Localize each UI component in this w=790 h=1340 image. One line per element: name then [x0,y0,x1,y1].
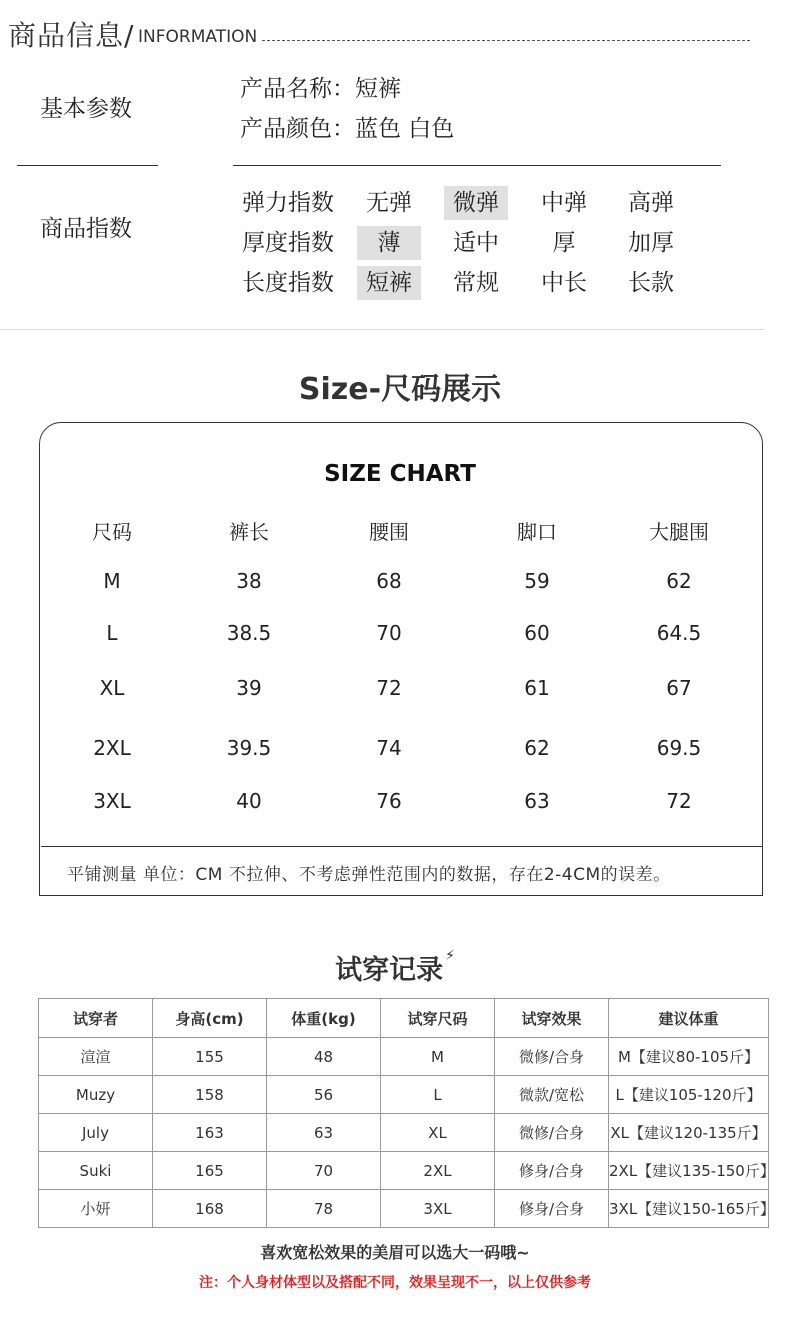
size-chart-title: SIZE CHART [324,461,476,487]
try-on-cell: 163 [153,1114,267,1152]
spark-icon: ⚡ [445,948,455,964]
size-chart-cell: 63 [524,789,550,813]
table-row [39,1038,769,1076]
try-on-header-cell: 身高(cm) [153,999,267,1038]
try-on-header-cell: 建议体重 [609,999,769,1038]
index-option: 长款 [628,270,674,296]
index-option: 无弹 [366,190,412,216]
try-on-cell: L【建议105-120斤】 [609,1076,769,1114]
index-option-selected: 微弹 [444,186,508,220]
size-chart-cell: 68 [376,569,402,593]
try-on-cell: 2XL【建议135-150斤】 [609,1152,769,1190]
size-chart-header-cell: 大腿围 [649,520,709,544]
size-chart-cell: 3XL [93,789,131,813]
try-on-cell: 63 [267,1114,381,1152]
size-chart-cell: L [106,621,118,645]
index-option: 中长 [541,270,587,296]
try-on-cell: 微修/合身 [495,1114,609,1152]
index-row-name: 长度指数 [242,270,334,296]
size-chart-cell: 61 [524,676,550,700]
try-on-cell: 56 [267,1076,381,1114]
try-on-cell: L [381,1076,495,1114]
try-on-title [0,948,790,987]
size-chart-cell: 72 [376,676,402,700]
size-chart-cell: 69.5 [656,736,702,760]
right-divider [233,165,721,166]
try-on-cell: 165 [153,1152,267,1190]
index-option: 厚 [552,230,576,256]
section-separator [0,329,765,330]
try-on-header-cell: 试穿者 [39,999,153,1038]
size-chart-cell: 38.5 [226,621,272,645]
try-on-cell: 3XL [381,1190,495,1228]
product-name-line: 产品名称：短裤 [240,76,401,102]
size-chart-cell: 62 [666,569,692,593]
index-row [242,226,702,260]
try-on-header-row [39,999,769,1038]
try-on-cell: 70 [267,1152,381,1190]
size-chart-cell: 72 [666,789,692,813]
index-row-name: 厚度指数 [242,230,334,256]
table-row [39,1190,769,1228]
table-row [39,1076,769,1114]
left-divider [17,165,158,166]
index-option: 加厚 [628,230,674,256]
size-chart-header-cell: 裤长 [229,520,269,544]
try-on-header-cell: 体重(kg) [267,999,381,1038]
try-on-cell: XL [381,1114,495,1152]
index-option: 高弹 [628,190,674,216]
size-chart-box [39,422,763,896]
table-row [39,1114,769,1152]
try-on-cell: M【建议80-105斤】 [609,1038,769,1076]
measurement-note: 平铺测量 单位：CM 不拉伸、不考虑弹性范围内的数据，存在2-4CM的误差。 [67,865,671,885]
product-index-label: 商品指数 [40,216,132,242]
size-chart-cell: 70 [376,621,402,645]
header-dashed-divider [262,40,750,41]
try-on-header-cell: 试穿效果 [495,999,609,1038]
try-on-cell: 微款/宽松 [495,1076,609,1114]
try-on-cell: July [39,1114,153,1152]
try-on-cell: 修身/合身 [495,1152,609,1190]
try-on-cell: Muzy [39,1076,153,1114]
try-on-cell: 48 [267,1038,381,1076]
try-on-cell: 78 [267,1190,381,1228]
section-title-en: INFORMATION [138,27,258,47]
try-on-header-cell: 试穿尺码 [381,999,495,1038]
size-chart-cell: 76 [376,789,402,813]
size-chart-cell: M [103,569,121,593]
index-option: 中弹 [541,190,587,216]
index-row [242,266,702,300]
try-on-cell: 渲渲 [39,1038,153,1076]
section-title-cn: 商品信息/ [8,19,135,52]
try-on-cell: 168 [153,1190,267,1228]
try-on-cell: XL【建议120-135斤】 [609,1114,769,1152]
index-option-selected: 薄 [357,226,421,260]
size-chart-cell: 2XL [93,736,131,760]
try-on-table [38,998,775,1228]
table-row [39,1152,769,1190]
size-chart-cell: 64.5 [656,621,702,645]
size-chart-cell: 39.5 [226,736,272,760]
index-option-selected: 短裤 [357,266,421,300]
try-on-cell: 小妍 [39,1190,153,1228]
product-color-line: 产品颜色：蓝色 白色 [240,116,455,142]
size-chart-cell: 67 [666,676,692,700]
index-option: 适中 [453,230,499,256]
try-on-cell: Suki [39,1152,153,1190]
size-chart-cell: 39 [236,676,262,700]
try-on-cell: 修身/合身 [495,1190,609,1228]
size-chart-cell: 59 [524,569,550,593]
size-section-title: Size-尺码展示 [298,372,502,407]
try-on-cell: 微修/合身 [495,1038,609,1076]
index-row [242,186,702,220]
disclaimer-note: 注：个人身材体型以及搭配不同，效果呈现不一，以上仅供参考 [199,1275,591,1291]
try-on-cell: M [381,1038,495,1076]
size-chart-cell: 38 [236,569,262,593]
try-on-title-text: 试穿记录 [335,955,444,986]
size-chart-header-cell: 脚口 [517,520,557,544]
size-chart-cell: 74 [376,736,402,760]
size-chart-cell: XL [99,676,125,700]
size-chart-divider [41,846,763,847]
basic-params-label: 基本参数 [40,96,132,122]
try-on-cell: 3XL【建议150-165斤】 [609,1190,769,1228]
size-chart-header-cell: 腰围 [369,520,409,544]
index-option: 常规 [453,270,499,296]
try-on-cell: 155 [153,1038,267,1076]
size-tip: 喜欢宽松效果的美眉可以选大一码哦~ [260,1243,530,1262]
try-on-cell: 2XL [381,1152,495,1190]
size-chart-cell: 62 [524,736,550,760]
try-on-cell: 158 [153,1076,267,1114]
index-row-name: 弹力指数 [242,190,334,216]
size-chart-cell: 60 [524,621,550,645]
size-chart-header-cell: 尺码 [92,520,132,544]
size-chart-cell: 40 [236,789,262,813]
